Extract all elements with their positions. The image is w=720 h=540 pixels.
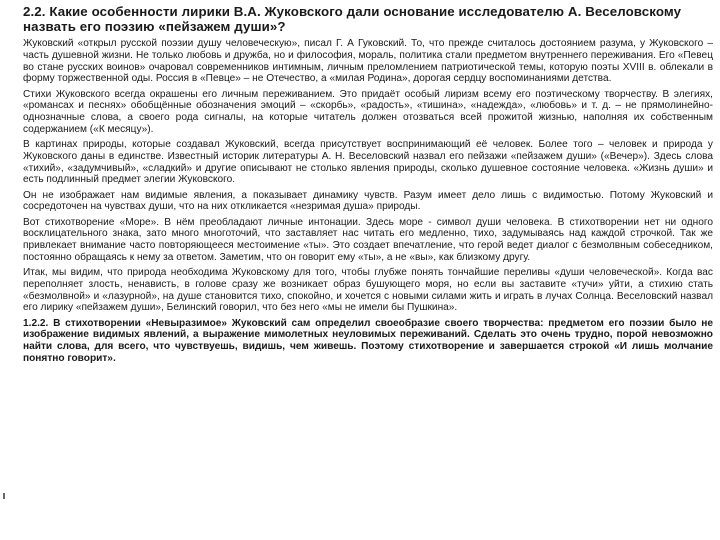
paragraph-conclusion: Итак, мы видим, что природа необходима Жуковскому для того, чтобы глубже понять тончайшие переливы «души человеческой». Когда вас переполняет злость, ненависть, в голове сразу же возникает образ бушующего моря, но если вы заставите «тучи» уйти, а стихию стать «безмолвной» и «лазурной», на душе становится тихо, спокойно, и хочется с новыми силами жить и играть в лучах Солнца. Веселовский назвал его лирику «пейзажем души», Белинский говорил, что без него «мы не имели бы Пушкина». [23,267,713,314]
question-heading: 2.2. Какие особенности лирики В.А. Жуковского дали основание исследователю А. Веселовскому назвать его поэзию «пейзажем души»? [23,4,682,34]
paragraph-personal-feeling: Стихи Жуковского всегда окрашены его личным переживанием. Это придаёт особый лиризм всему его поэтическому творчеству. В элегиях, «романсах и песнях» обобщённые обозначения эмоций – «скорбь», «радость», «тишина», «надежда», «любовь» и т. д. – не прямолинейно-однозначные слова, а своего рода сигналы, на которые читатель должен отозваться всей прожитой жизнью, наполняя их собственным содержанием («К месяцу»). [23,88,713,135]
paragraph-sea-poem: Вот стихотворение «Море». В нём преобладают личные интонации. Здесь море - символ души человека. В стихотворении нет ни одного восклицательного знака, зато много многоточий, что заставляет нас читать его медленно, тихо, задумываясь над каждой строчкой. Так же привлекает внимание часто повторяющееся местоимение «ты». Это создает впечатление, что герой ведет диалог с безмолвным собеседником, постоянно обращаясь к нему за ответом. Заметим, что он говорит ему «ты», а не «вы», как близкому другу. [23,216,713,263]
paragraph-gukovsky: Жуковский «открыл русской поэзии душу человеческую», писал Г. А Гуковский. То, что прежде считалось достоянием разума, у Жуковского – часть душевной жизни. Не только любовь и дружба, но и философия, мораль, политика стали предметом внутреннего переживания. Его «Певец во стане русских воинов» очаровал современников интимным, личным преломлением патриотической темы, которую поэты XVIII в. облекали в форму торжественной оды. Россия в «Певце» – не Отечество, а «милая Родина», дорогая сердцу воспоминаниями детства. [23,38,713,85]
paragraph-inexpressible: 1.2.2. В стихотворении «Невыразимое» Жуковский сам определил своеобразие своего творчества: предметом его поэзии было не изображение видимых явлений, а выражение мимолетных неуловимых переживаний. Сделать это очень трудно, порой невозможно найти слова, для всего, что чувствуешь, видишь, чем живешь. Поэтому стихотворение и завершается строкой «И лишь молчание понятно говорит». [23,317,713,364]
document-page [23,4,713,365]
margin-mark [3,493,5,499]
paragraph-nature-pictures: В картинах природы, которые создавал Жуковский, всегда присутствует воспринимающий её человек. Более того – человек и природа у Жуковского даны в единстве. Известный историк литературы А. Н. Веселовский назвал его пейзажи «пейзажем души» («Вечер»). Здесь слова «тихий», «задумчивый», «сладкий» и другие описывают не столько явления природы, сколько душевное состояние человека. «Жизнь души» и есть подлинный предмет элегии Жуковского. [23,139,713,186]
paragraph-dynamics-of-feelings: Он не изображает нам видимые явления, а показывает динамику чувств. Разум имеет дело лишь с видимостью. Потому Жуковский и сосредоточен на чувствах души, что на них откликается «незримая душа» природы. [23,189,713,213]
